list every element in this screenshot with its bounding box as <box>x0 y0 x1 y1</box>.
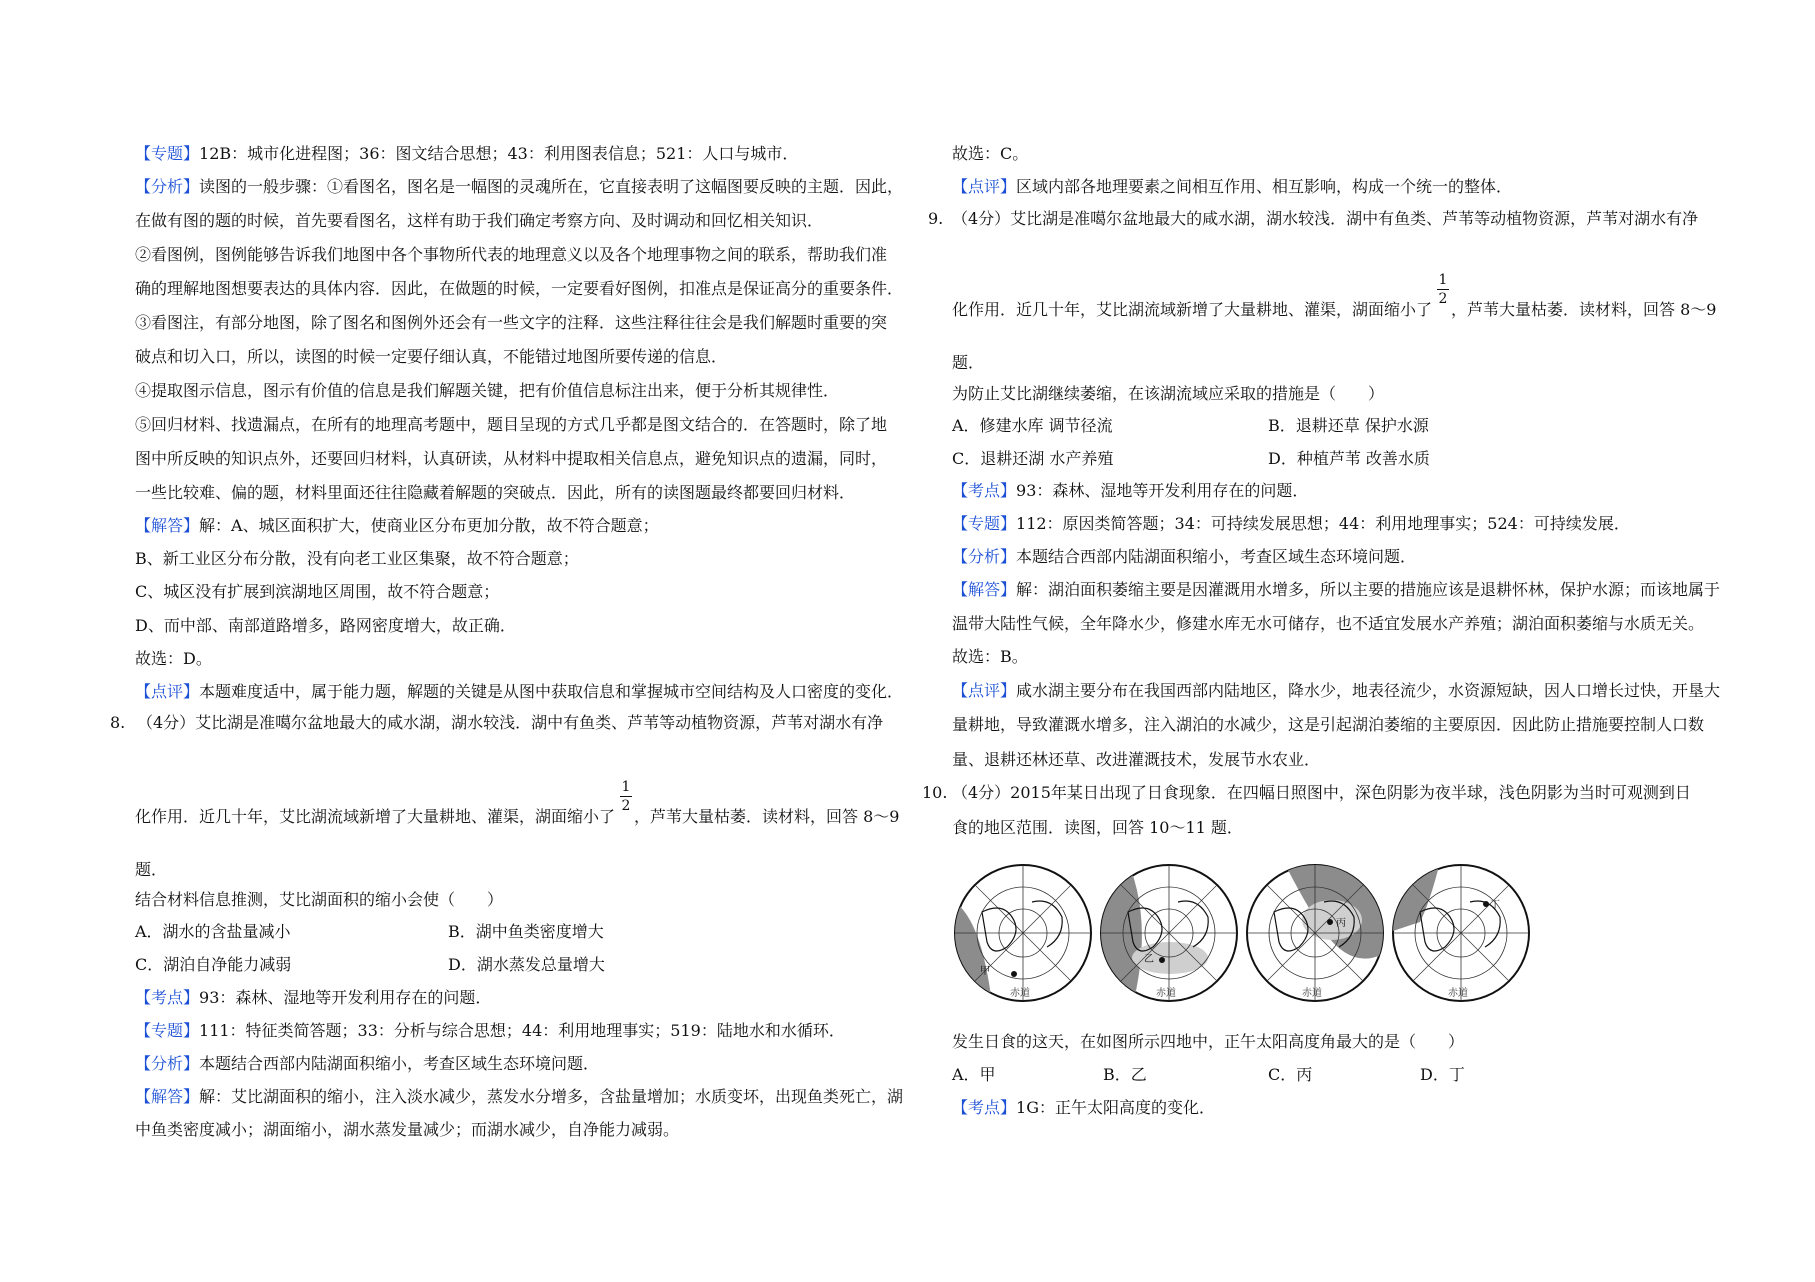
left-line-12: B、新工业区分布分散，没有向老工业区集聚，故不符合题意； <box>135 549 579 568</box>
q8-option-b: B．湖中鱼类密度增大 <box>448 922 604 941</box>
q8-line3: 题． <box>135 860 168 879</box>
left-line-2: 在做有图的题的时候，首先要看图名，这样有助于我们确定考察方向、及时调动和回忆相关知识． <box>135 211 824 230</box>
left-line-11: 【解答】解：A、城区面积扩大，使商业区分布更加分散，故不符合题意； <box>135 516 659 535</box>
q10-number: 10. <box>922 783 948 802</box>
q8-fraction-den: 2 <box>621 798 631 814</box>
q8-jieda: 【解答】解：艾比湖面积的缩小，注入淡水减少，蒸发水分增多，含盐量增加；水质变坏，出现鱼类死亡，湖 <box>135 1087 904 1106</box>
q10-stem: 发生日食的这天，在如图所示四地中，正午太阳高度角最大的是（ ） <box>952 1032 1465 1051</box>
globe-1-mark: 甲 <box>980 966 990 977</box>
r-answer-c: 故选：C。 <box>952 144 1029 163</box>
q8-line1: （4分）艾比湖是准噶尔盆地最大的咸水湖，湖水较浅．湖中有鱼类、芦苇等动植物资源，芦苇对湖水有净 <box>137 713 884 732</box>
q10-kaodian: 【考点】1G：正午太阳高度的变化． <box>952 1098 1215 1117</box>
left-line-7: ④提取图示信息，图示有价值的信息是我们解题关键，把有价值信息标注出来，便于分析其规律性． <box>135 381 840 400</box>
q8-stem: 结合材料信息推测，艾比湖面积的缩小会使（ ） <box>135 890 504 909</box>
q9-fraction <box>1437 273 1449 306</box>
left-line-10: 一些比较难、偏的题，材料里面还往往隐藏着解题的突破点．因此，所有的读图题最终都要回归材料． <box>135 483 856 502</box>
q9-fraction-num: 1 <box>1438 272 1448 288</box>
q8-fraction-num: 1 <box>621 779 631 795</box>
q9-line2a: 化作用．近几十年，艾比湖流域新增了大量耕地、灌渠，湖面缩小了 <box>952 300 1433 319</box>
q8-fenxi: 【分析】本题结合西部内陆湖面积缩小，考查区域生态环境问题． <box>135 1054 600 1073</box>
sunlight-globe-4 <box>1390 862 1532 1004</box>
q8-option-c: C．湖泊自净能力减弱 <box>135 955 292 974</box>
q8-option-a: A．湖水的含盐量减小 <box>135 922 291 941</box>
globe-4-mark: 丁 <box>1490 900 1500 911</box>
sunlight-globe-1 <box>952 862 1094 1004</box>
left-line-14: D、而中部、南部道路增多，路网密度增大，故正确． <box>135 616 516 635</box>
globe-2-equator-label: 赤道 <box>1156 988 1176 999</box>
globe-1-equator-label: 赤道 <box>1010 988 1030 999</box>
left-line-1: 【分析】读图的一般步骤：①看图名，图名是一幅图的灵魂所在，它直接表明了这幅图要反映的主题．因此， <box>135 177 904 196</box>
q8-zhuanti: 【专题】111：特征类简答题；33：分析与综合思想；44：利用地理事实；519：陆地水和水循环． <box>135 1021 845 1040</box>
q9-jieda-line2: 温带大陆性气候，全年降水少，修建水库无水可储存，也不适宜发展水产养殖；湖泊面积萎缩与水质无关。 <box>952 614 1705 633</box>
q9-option-b: B．退耕还草 保护水源 <box>1268 416 1429 435</box>
q9-line2b: ，芦苇大量枯萎．读材料，回答 8～9 <box>1451 300 1717 319</box>
q8-option-d: D．湖水蒸发总量增大 <box>448 955 605 974</box>
q9-option-a: A．修建水库 调节径流 <box>952 416 1113 435</box>
r-dianping: 【点评】区域内部各地理要素之间相互作用、相互影响，构成一个统一的整体． <box>952 177 1513 196</box>
q9-kaodian: 【考点】93：森林、湿地等开发利用存在的问题． <box>952 481 1309 500</box>
left-line-5: ③看图注，有部分地图，除了图名和图例外还会有一些文字的注释．这些注释往往会是我们解题时重要的突 <box>135 313 888 332</box>
left-line-6: 破点和切入口，所以，读图的时候一定要仔细认真，不能错过地图所要传递的信息． <box>135 347 728 366</box>
q9-fenxi: 【分析】本题结合西部内陆湖面积缩小，考查区域生态环境问题． <box>952 547 1417 566</box>
left-line-15: 故选：D。 <box>135 649 212 668</box>
q8-number: 8. <box>110 713 126 732</box>
q9-zhuanti: 【专题】112：原因类简答题；34：可持续发展思想；44：利用地理事实；524：可持续发展． <box>952 514 1630 533</box>
globe-3-mark: 丙 <box>1336 918 1346 929</box>
sunlight-globe-2 <box>1098 862 1240 1004</box>
q9-number: 9. <box>928 209 944 228</box>
q8-kaodian: 【考点】93：森林、湿地等开发利用存在的问题． <box>135 988 492 1007</box>
left-line-4: 确的理解地图想要表达的具体内容．因此，在做题的时候，一定要看好图例，扣准点是保证高分的重要条件． <box>135 279 904 298</box>
left-line-0: 【专题】12B：城市化进程图；36：图文结合思想；43：利用图表信息；521：人口与城市． <box>135 144 799 163</box>
q9-option-c: C．退耕还湖 水产养殖 <box>952 449 1114 468</box>
q9-stem: 为防止艾比湖继续萎缩，在该湖流域应采取的措施是（ ） <box>952 384 1385 403</box>
q9-jieda-line3: 故选：B。 <box>952 647 1028 666</box>
sunlight-globe-3 <box>1244 862 1386 1004</box>
q10-option-b: B．乙 <box>1103 1065 1147 1084</box>
q9-line1: （4分）艾比湖是准噶尔盆地最大的咸水湖，湖水较浅．湖中有鱼类、芦苇等动植物资源，芦苇对湖水有净 <box>952 209 1699 228</box>
left-line-16: 【点评】本题难度适中，属于能力题，解题的关键是从图中获取信息和掌握城市空间结构及人口密度的变化． <box>135 682 904 701</box>
q9-dianping-line3: 量、退耕还林还草、改进灌溉技术，发展节水农业． <box>952 750 1321 769</box>
q9-jieda: 【解答】解：湖泊面积萎缩主要是因灌溉用水增多，所以主要的措施应该是退耕怀林，保护水源；而该地属于 <box>952 580 1721 599</box>
q9-dianping: 【点评】咸水湖主要分布在我国西部内陆地区，降水少，地表径流少，水资源短缺，因人口增长过快，开垦大 <box>952 681 1721 700</box>
q10-option-c: C．丙 <box>1268 1065 1313 1084</box>
q8-line2a: 化作用．近几十年，艾比湖流域新增了大量耕地、灌渠，湖面缩小了 <box>135 807 616 826</box>
q8-jieda-line2: 中鱼类密度减小；湖面缩小，湖水蒸发量减少；而湖水减少，自净能力减弱。 <box>135 1120 680 1139</box>
left-line-9: 图中所反映的知识点外，还要回归材料，认真研读，从材料中提取相关信息点，避免知识点的遗漏，同时， <box>135 449 888 468</box>
q10-line1: （4分）2015年某日出现了日食现象．在四幅日照图中，深色阴影为夜半球，浅色阴影为当时可观测到日 <box>952 783 1691 802</box>
q8-fraction <box>620 780 632 813</box>
q10-option-d: D．丁 <box>1420 1065 1465 1084</box>
q8-line2b: ，芦苇大量枯萎．读材料，回答 8～9 <box>634 807 900 826</box>
q10-option-a: A．甲 <box>952 1065 996 1084</box>
left-line-3: ②看图例，图例能够告诉我们地图中各个事物所代表的地理意义以及各个地理事物之间的联系，帮助我们准 <box>135 245 888 264</box>
left-line-13: C、城区没有扩展到滨湖地区周围，故不符合题意； <box>135 582 500 601</box>
globe-2-mark: 乙 <box>1144 954 1154 965</box>
q9-dianping-line2: 量耕地，导致灌溉水增多，注入湖泊的水减少，这是引起湖泊萎缩的主要原因．因此防止措施要控制人口数 <box>952 715 1705 734</box>
globe-4-equator-label: 赤道 <box>1448 988 1468 999</box>
globe-3-equator-label: 赤道 <box>1302 988 1322 999</box>
q9-fraction-den: 2 <box>1438 291 1448 307</box>
q10-line2: 食的地区范围．读图，回答 10～11 题． <box>952 818 1243 837</box>
left-line-8: ⑤回归材料、找遗漏点，在所有的地理高考题中，题目呈现的方式几乎都是图文结合的．在答题时，除了地 <box>135 415 888 434</box>
q9-option-d: D．种植芦苇 改善水质 <box>1268 449 1430 468</box>
q9-line3: 题． <box>952 353 985 372</box>
